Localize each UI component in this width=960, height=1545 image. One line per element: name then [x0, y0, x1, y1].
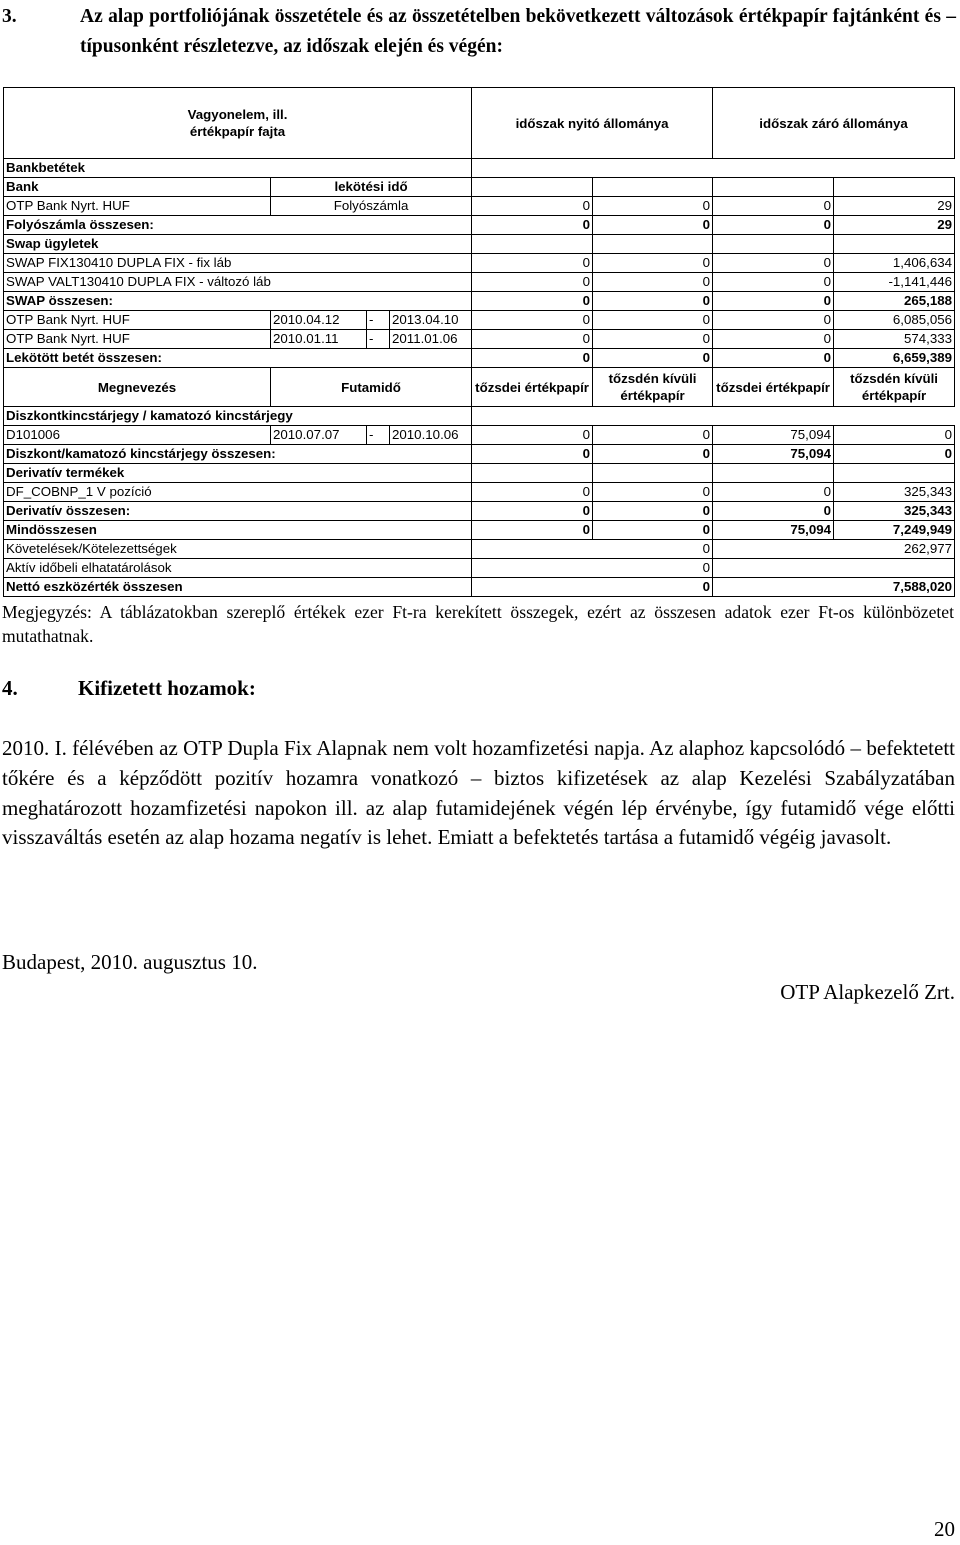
cell-value: 0	[713, 330, 834, 349]
cell-value: 0	[472, 311, 593, 330]
table-row	[4, 292, 955, 311]
cell-value: 0	[593, 349, 713, 368]
cell-value: 7,249,949	[834, 521, 955, 540]
subheader-exchange: tőzsdei értékpapír	[472, 368, 593, 407]
header-asset-type	[4, 88, 472, 159]
cell-value: 0	[472, 445, 593, 464]
cell-value: 0	[593, 330, 713, 349]
cell-value: 0	[713, 502, 834, 521]
cell-value: 0	[472, 349, 593, 368]
table-subheader-row	[4, 368, 955, 407]
table-row	[4, 464, 955, 483]
date-from: 2010.04.12	[271, 311, 367, 330]
cell-value: 0	[713, 349, 834, 368]
section-title: Az alap portfoliójának összetétele és az összetételben bekövetkezett változások értékpapír fajtánként és –típusonként részletezve, az időszak elején és végén:	[80, 6, 956, 57]
page-number: 20	[934, 1517, 955, 1541]
cell-value: 1,406,634	[834, 254, 955, 273]
header-asset-type-label: Vagyonelem, ill. értékpapír fajta	[187, 107, 288, 139]
cell-value: 75,094	[713, 426, 834, 445]
table-row	[4, 426, 955, 445]
table-row	[4, 197, 955, 216]
table-row	[4, 521, 955, 540]
subheader-otc: tőzsdén kívüli értékpapír	[593, 368, 713, 407]
cell-value: 0	[472, 197, 593, 216]
cell-value: 265,188	[834, 292, 955, 311]
cell-value: 0	[713, 483, 834, 502]
section-number: 3.	[2, 6, 17, 27]
date-to: 2011.01.06	[390, 330, 472, 349]
table-row	[4, 311, 955, 330]
table-note: Megjegyzés: A táblázatokban szereplő értékek ezer Ft-ra kerekített összegek, ezért az összesen adatok ezer Ft-os különbözetet mutathatnak.	[2, 602, 954, 646]
row-name: OTP Bank Nyrt. HUF	[4, 311, 271, 330]
row-name: Követelések/Kötelezettségek	[4, 540, 472, 559]
table-row	[4, 216, 955, 235]
cell-value: 6,085,056	[834, 311, 955, 330]
date-to: 2013.04.10	[390, 311, 472, 330]
table-row	[4, 273, 955, 292]
header-opening: időszak nyitó állománya	[472, 88, 713, 159]
subtotal-label: SWAP összesen:	[4, 292, 472, 311]
subheader-maturity: Futamidő	[271, 368, 472, 407]
table-row	[4, 540, 955, 559]
table-row	[4, 330, 955, 349]
section-title: Kifizetett hozamok:	[78, 676, 256, 700]
cell-value: 29	[834, 197, 955, 216]
cell-value: 6,659,389	[834, 349, 955, 368]
subheader-otc: tőzsdén kívüli értékpapír	[834, 368, 955, 407]
date-dash: -	[367, 330, 390, 349]
cell-value	[713, 559, 955, 578]
bank-label: Bank	[4, 178, 271, 197]
subheader-name: Megnevezés	[4, 368, 271, 407]
portfolio-table	[3, 87, 955, 597]
date-to: 2010.10.06	[390, 426, 472, 445]
subtotal-label: Derivatív összesen:	[4, 502, 472, 521]
subheader-exchange: tőzsdei értékpapír	[713, 368, 834, 407]
cell-value: 574,333	[834, 330, 955, 349]
nav-label: Nettó eszközérték összesen	[4, 578, 472, 597]
row-term: Folyószámla	[271, 197, 472, 216]
cell-value: 0	[472, 559, 713, 578]
cell-value: 0	[593, 521, 713, 540]
header-closing: időszak záró állománya	[713, 88, 955, 159]
cell-value: 0	[713, 273, 834, 292]
row-name: OTP Bank Nyrt. HUF	[4, 197, 271, 216]
grand-total-label: Mindösszesen	[4, 521, 472, 540]
cell-value: 0	[713, 197, 834, 216]
row-name: Aktív időbeli elhatatárolások	[4, 559, 472, 578]
table-row	[4, 559, 955, 578]
cell-value: -1,141,446	[834, 273, 955, 292]
cell-value: 0	[472, 254, 593, 273]
cell-value: 7,588,020	[713, 578, 955, 597]
group-title: Swap ügyletek	[4, 235, 472, 254]
cell-value: 0	[472, 578, 713, 597]
row-name: OTP Bank Nyrt. HUF	[4, 330, 271, 349]
cell-value: 0	[834, 426, 955, 445]
cell-value: 0	[593, 426, 713, 445]
row-name: D101006	[4, 426, 271, 445]
date-dash: -	[367, 311, 390, 330]
table-row	[4, 235, 955, 254]
group-title: Diszkontkincstárjegy / kamatozó kincstárjegy	[4, 407, 472, 426]
table-row	[4, 349, 955, 368]
table-row	[4, 445, 955, 464]
cell-value: 0	[593, 311, 713, 330]
cell-value: 0	[593, 292, 713, 311]
group-title: Derivatív termékek	[4, 464, 472, 483]
cell-value: 0	[472, 521, 593, 540]
cell-value: 0	[713, 311, 834, 330]
cell-value: 0	[472, 330, 593, 349]
cell-value: 0	[593, 483, 713, 502]
table-row	[4, 502, 955, 521]
table-row	[4, 407, 955, 426]
cell-value: 0	[593, 445, 713, 464]
row-name: SWAP FIX130410 DUPLA FIX - fix láb	[4, 254, 472, 273]
table-row	[4, 578, 955, 597]
cell-value: 0	[834, 445, 955, 464]
place-date: Budapest, 2010. augusztus 10.	[2, 950, 258, 974]
cell-value: 0	[593, 197, 713, 216]
cell-value: 0	[593, 216, 713, 235]
signature: OTP Alapkezelő Zrt.	[780, 980, 955, 1004]
cell-value: 0	[593, 502, 713, 521]
cell-value: 75,094	[713, 521, 834, 540]
cell-value: 0	[472, 483, 593, 502]
cell-value: 325,343	[834, 483, 955, 502]
subtotal-label: Diszkont/kamatozó kincstárjegy összesen:	[4, 445, 472, 464]
cell-value: 0	[472, 502, 593, 521]
cell-value: 262,977	[713, 540, 955, 559]
cell-value: 75,094	[713, 445, 834, 464]
cell-value: 0	[472, 273, 593, 292]
cell-value: 0	[713, 216, 834, 235]
date-from: 2010.01.11	[271, 330, 367, 349]
row-name: DF_COBNP_1 V pozíció	[4, 483, 472, 502]
table-header-row	[4, 88, 955, 159]
section-number: 4.	[2, 676, 18, 700]
body-paragraph: 2010. I. félévében az OTP Dupla Fix Alapnak nem volt hozamfizetési napja. Az alaphoz kapcsolódó – befektetett tőkére és a képződött pozitív hozamra vonatkozó – biztos kifizetések az alap Kezelési Szabályzatában meghatározott hozamfizetési napokon ill. az alap futamidejének végén lép érvénybe, így futamidő vége előtti visszaváltás esetén az alap hozama negatív is lehet. Emiatt a befektetés tartása a futamidő végéig javasolt.	[2, 736, 955, 850]
table-row	[4, 483, 955, 502]
cell-value: 0	[472, 216, 593, 235]
subtotal-label: Lekötött betét összesen:	[4, 349, 472, 368]
subtotal-label: Folyószámla összesen:	[4, 216, 472, 235]
cell-value: 0	[472, 540, 713, 559]
date-from: 2010.07.07	[271, 426, 367, 445]
cell-value: 325,343	[834, 502, 955, 521]
date-dash: -	[367, 426, 390, 445]
cell-value: 0	[472, 292, 593, 311]
cell-value: 0	[593, 254, 713, 273]
cell-value: 29	[834, 216, 955, 235]
cell-value: 0	[713, 292, 834, 311]
cell-value: 0	[713, 254, 834, 273]
table-row	[4, 178, 955, 197]
row-name: SWAP VALT130410 DUPLA FIX - változó láb	[4, 273, 472, 292]
term-label: lekötési idő	[271, 178, 472, 197]
cell-value: 0	[472, 426, 593, 445]
table-row	[4, 159, 955, 178]
group-title: Bankbetétek	[4, 159, 472, 178]
table-row	[4, 254, 955, 273]
cell-value: 0	[593, 273, 713, 292]
